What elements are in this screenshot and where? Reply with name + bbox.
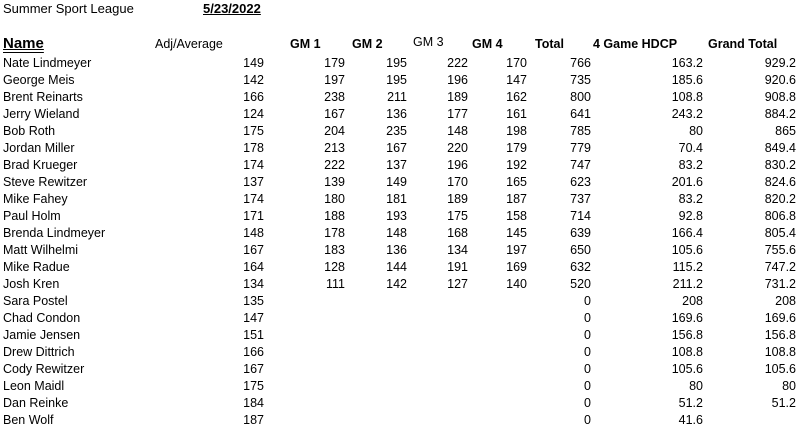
grand-total-cell: 830.2 (764, 158, 796, 172)
game-1-cell: 238 (324, 90, 345, 104)
total-cell: 800 (570, 90, 591, 104)
total-cell: 639 (570, 226, 591, 240)
average-cell: 124 (243, 107, 264, 121)
total-cell: 779 (570, 141, 591, 155)
grand-total-cell: 824.6 (764, 175, 796, 189)
grand-total-cell: 820.2 (764, 192, 796, 206)
average-cell: 167 (243, 243, 264, 257)
average-cell: 147 (243, 311, 264, 325)
table-row (0, 412, 800, 429)
game-3-cell: 170 (447, 175, 468, 189)
grand-total-cell: 169.6 (764, 311, 796, 325)
column-header-game-1: GM 1 (290, 37, 321, 51)
handicap-cell: 105.6 (671, 362, 703, 376)
table-row (0, 123, 800, 140)
game-3-cell: 148 (447, 124, 468, 138)
total-cell: 0 (584, 379, 591, 393)
table-row (0, 55, 800, 72)
game-2-cell: 235 (386, 124, 407, 138)
grand-total-cell: 747.2 (764, 260, 796, 274)
game-3-cell: 177 (447, 107, 468, 121)
table-row (0, 106, 800, 123)
bowler-name: George Meis (3, 73, 75, 87)
grand-total-cell: 929.2 (764, 56, 796, 70)
game-4-cell: 147 (506, 73, 527, 87)
handicap-cell: 51.2 (678, 396, 703, 410)
game-2-cell: 193 (386, 209, 407, 223)
column-header-handicap: 4 Game HDCP (593, 37, 678, 51)
game-3-cell: 191 (447, 260, 468, 274)
average-cell: 134 (243, 277, 264, 291)
handicap-cell: 243.2 (671, 107, 703, 121)
game-4-cell: 197 (506, 243, 527, 257)
game-1-cell: 179 (324, 56, 345, 70)
table-row (0, 191, 800, 208)
game-2-cell: 136 (386, 107, 407, 121)
grand-total-cell: 80 (782, 379, 796, 393)
grand-total-cell: 51.2 (771, 396, 796, 410)
grand-total-cell: 908.8 (764, 90, 796, 104)
game-2-cell: 149 (386, 175, 407, 189)
handicap-cell: 83.2 (678, 158, 703, 172)
game-1-cell: 180 (324, 192, 345, 206)
column-header-name: Name (3, 35, 44, 52)
average-cell: 148 (243, 226, 264, 240)
handicap-cell: 201.6 (671, 175, 703, 189)
handicap-cell: 185.6 (671, 73, 703, 87)
total-cell: 737 (570, 192, 591, 206)
table-row (0, 225, 800, 242)
game-2-cell: 142 (386, 277, 407, 291)
game-2-cell: 181 (386, 192, 407, 206)
bowler-name: Nate Lindmeyer (3, 56, 92, 70)
total-cell: 632 (570, 260, 591, 274)
game-4-cell: 170 (506, 56, 527, 70)
average-cell: 184 (243, 396, 264, 410)
game-4-cell: 140 (506, 277, 527, 291)
table-row (0, 344, 800, 361)
total-cell: 785 (570, 124, 591, 138)
game-4-cell: 192 (506, 158, 527, 172)
handicap-cell: 41.6 (678, 413, 703, 427)
game-1-cell: 139 (324, 175, 345, 189)
game-2-cell: 195 (386, 56, 407, 70)
game-3-cell: 127 (447, 277, 468, 291)
grand-total-cell: 108.8 (764, 345, 796, 359)
column-header-total: Total (535, 37, 564, 51)
game-1-cell: 128 (324, 260, 345, 274)
game-3-cell: 189 (447, 192, 468, 206)
bowler-name: Jamie Jensen (3, 328, 81, 342)
total-cell: 641 (570, 107, 591, 121)
game-3-cell: 220 (447, 141, 468, 155)
bowler-name: Ben Wolf (3, 413, 54, 427)
handicap-cell: 92.8 (678, 209, 703, 223)
game-4-cell: 169 (506, 260, 527, 274)
total-cell: 766 (570, 56, 591, 70)
grand-total-cell: 806.8 (764, 209, 796, 223)
handicap-cell: 80 (689, 379, 703, 393)
average-cell: 166 (243, 345, 264, 359)
grand-total-cell: 805.4 (764, 226, 796, 240)
total-cell: 0 (584, 328, 591, 342)
average-cell: 174 (243, 192, 264, 206)
game-3-cell: 189 (447, 90, 468, 104)
column-header-grand-total: Grand Total (708, 37, 778, 51)
game-2-cell: 144 (386, 260, 407, 274)
table-row (0, 174, 800, 191)
bowler-name: Brent Reinarts (3, 90, 83, 104)
bowler-name: Mike Radue (3, 260, 70, 274)
game-1-cell: 178 (324, 226, 345, 240)
table-row (0, 242, 800, 259)
average-cell: 151 (243, 328, 264, 342)
total-cell: 0 (584, 294, 591, 308)
total-cell: 520 (570, 277, 591, 291)
game-3-cell: 196 (447, 73, 468, 87)
bowler-name: Cody Rewitzer (3, 362, 85, 376)
league-title: Summer Sport League (3, 1, 134, 16)
table-row (0, 208, 800, 225)
game-4-cell: 145 (506, 226, 527, 240)
grand-total-cell: 920.6 (764, 73, 796, 87)
bowler-name: Steve Rewitzer (3, 175, 88, 189)
game-2-cell: 167 (386, 141, 407, 155)
table-row (0, 72, 800, 89)
handicap-cell: 208 (682, 294, 703, 308)
game-1-cell: 222 (324, 158, 345, 172)
game-1-cell: 188 (324, 209, 345, 223)
bowler-name: Jordan Miller (3, 141, 75, 155)
average-cell: 167 (243, 362, 264, 376)
table-row (0, 310, 800, 327)
game-3-cell: 196 (447, 158, 468, 172)
bowler-name: Brad Krueger (3, 158, 78, 172)
game-1-cell: 183 (324, 243, 345, 257)
grand-total-cell: 156.8 (764, 328, 796, 342)
bowler-name: Jerry Wieland (3, 107, 80, 121)
average-cell: 142 (243, 73, 264, 87)
table-row (0, 361, 800, 378)
average-cell: 171 (243, 209, 264, 223)
table-row (0, 89, 800, 106)
bowler-name: Dan Reinke (3, 396, 69, 410)
average-cell: 175 (243, 124, 264, 138)
handicap-cell: 70.4 (678, 141, 703, 155)
game-4-cell: 198 (506, 124, 527, 138)
game-3-cell: 134 (447, 243, 468, 257)
standings-table (0, 55, 800, 429)
total-cell: 623 (570, 175, 591, 189)
total-cell: 747 (570, 158, 591, 172)
handicap-cell: 80 (689, 124, 703, 138)
average-cell: 166 (243, 90, 264, 104)
game-2-cell: 137 (386, 158, 407, 172)
total-cell: 0 (584, 345, 591, 359)
handicap-cell: 211.2 (672, 277, 703, 291)
table-row (0, 378, 800, 395)
handicap-cell: 166.4 (671, 226, 703, 240)
game-4-cell: 165 (506, 175, 527, 189)
league-date: 5/23/2022 (203, 1, 261, 16)
bowler-name: Brenda Lindmeyer (3, 226, 106, 240)
table-row (0, 327, 800, 344)
handicap-cell: 115.2 (672, 260, 703, 274)
handicap-cell: 108.8 (671, 90, 703, 104)
table-row (0, 276, 800, 293)
grand-total-cell: 755.6 (764, 243, 796, 257)
bowler-name: Leon Maidl (3, 379, 65, 393)
game-4-cell: 179 (506, 141, 527, 155)
game-1-cell: 111 (325, 277, 345, 291)
game-2-cell: 211 (387, 90, 407, 104)
total-cell: 0 (584, 396, 591, 410)
handicap-cell: 83.2 (678, 192, 703, 206)
game-4-cell: 161 (506, 107, 527, 121)
grand-total-cell: 865 (775, 124, 796, 138)
column-header-game-4: GM 4 (472, 37, 503, 51)
total-cell: 0 (584, 362, 591, 376)
bowler-name: Mike Fahey (3, 192, 68, 206)
handicap-cell: 108.8 (671, 345, 703, 359)
game-4-cell: 158 (506, 209, 527, 223)
column-header-average: Adj/Average (155, 37, 223, 51)
game-1-cell: 213 (324, 141, 345, 155)
bowler-name: Matt Wilhelmi (3, 243, 79, 257)
total-cell: 0 (584, 413, 591, 427)
bowler-name: Chad Condon (3, 311, 81, 325)
average-cell: 187 (243, 413, 264, 427)
game-4-cell: 187 (506, 192, 527, 206)
average-cell: 164 (243, 260, 264, 274)
table-row (0, 157, 800, 174)
total-cell: 714 (570, 209, 591, 223)
game-2-cell: 195 (386, 73, 407, 87)
grand-total-cell: 849.4 (764, 141, 796, 155)
handicap-cell: 169.6 (671, 311, 703, 325)
grand-total-cell: 731.2 (764, 277, 796, 291)
grand-total-cell: 884.2 (764, 107, 796, 121)
game-1-cell: 204 (324, 124, 345, 138)
game-2-cell: 148 (386, 226, 407, 240)
column-header-game-2: GM 2 (352, 37, 383, 51)
column-header-game-3: GM 3 (413, 35, 444, 49)
table-row (0, 259, 800, 276)
game-2-cell: 136 (386, 243, 407, 257)
total-cell: 735 (570, 73, 591, 87)
total-cell: 650 (570, 243, 591, 257)
table-row (0, 293, 800, 310)
average-cell: 149 (243, 56, 264, 70)
handicap-cell: 105.6 (671, 243, 703, 257)
bowler-name: Paul Holm (3, 209, 61, 223)
grand-total-cell: 105.6 (764, 362, 796, 376)
average-cell: 174 (243, 158, 264, 172)
average-cell: 178 (243, 141, 264, 155)
average-cell: 135 (243, 294, 264, 308)
game-1-cell: 197 (324, 73, 345, 87)
bowler-name: Josh Kren (3, 277, 60, 291)
total-cell: 0 (584, 311, 591, 325)
average-cell: 137 (243, 175, 264, 189)
game-1-cell: 167 (324, 107, 345, 121)
handicap-cell: 156.8 (671, 328, 703, 342)
game-4-cell: 162 (506, 90, 527, 104)
bowler-name: Sara Postel (3, 294, 68, 308)
bowler-name: Bob Roth (3, 124, 56, 138)
game-3-cell: 168 (447, 226, 468, 240)
average-cell: 175 (243, 379, 264, 393)
bowler-name: Drew Dittrich (3, 345, 75, 359)
grand-total-cell: 208 (775, 294, 796, 308)
table-row (0, 395, 800, 412)
handicap-cell: 163.2 (671, 56, 703, 70)
game-3-cell: 175 (447, 209, 468, 223)
table-row (0, 140, 800, 157)
game-3-cell: 222 (447, 56, 468, 70)
